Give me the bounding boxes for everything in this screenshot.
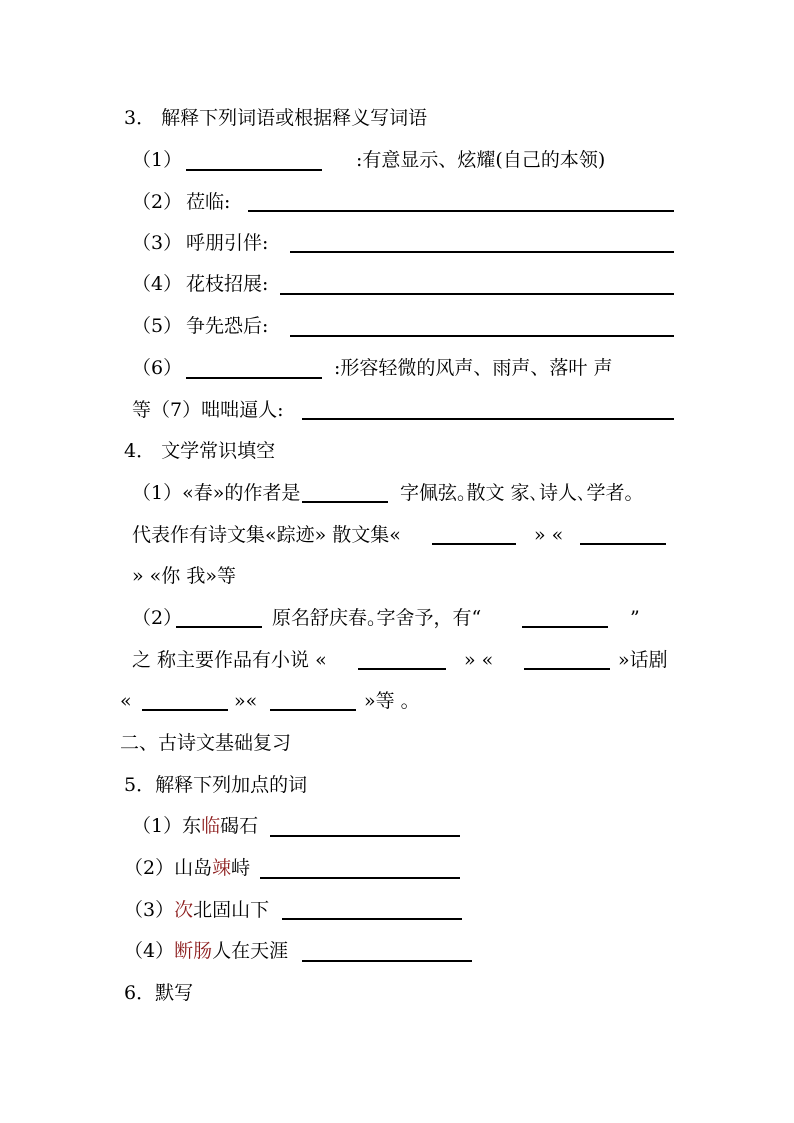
- q4-prose-blank-2[interactable]: [580, 543, 666, 545]
- q5-item2-blank[interactable]: [260, 877, 460, 879]
- q3-item4-word: 花枝招展:: [186, 273, 269, 295]
- q5-item1: [132, 814, 258, 838]
- q5-item3-pre: （3）: [124, 899, 175, 921]
- q4-line6-tail: »等 。: [364, 690, 420, 712]
- q3-item5-blank[interactable]: [290, 335, 674, 337]
- q4-drama-blank-2[interactable]: [270, 709, 356, 711]
- q5-item2: [124, 856, 250, 880]
- q5-item1-pre: （1）东: [132, 815, 202, 837]
- q4-novel-blank-2[interactable]: [524, 668, 610, 670]
- q5-item1-blank[interactable]: [270, 835, 460, 837]
- q3-item7-blank[interactable]: [302, 418, 674, 420]
- q4-line2-mid: » «: [534, 524, 564, 546]
- q4-prose-blank-1[interactable]: [432, 543, 516, 545]
- q3-item3-number: （3）: [132, 232, 183, 254]
- q5-title: 5．解释下列加点的词: [124, 774, 308, 796]
- q5-item2-pre: （2）山岛: [124, 857, 213, 879]
- q3-item6-blank[interactable]: [186, 377, 322, 379]
- q3-item4-blank[interactable]: [280, 293, 674, 295]
- q5-item1-highlight: 临: [201, 815, 221, 837]
- q3-item6-number: （6）: [132, 357, 183, 379]
- q4-line6-open: «: [120, 690, 132, 712]
- q4-line4-close-quote: ”: [630, 607, 640, 629]
- q5-item1-post: 碣石: [220, 815, 259, 837]
- q4-line4-number: （2）: [132, 607, 183, 629]
- q5-item3-blank[interactable]: [282, 918, 462, 920]
- q4-drama-blank-1[interactable]: [142, 709, 228, 711]
- q4-line5-mid: » «: [464, 649, 494, 671]
- q3-item2-blank[interactable]: [248, 210, 674, 212]
- q5-item2-post: 峙: [231, 857, 251, 879]
- q4-line1-text: （1）«春»的作者是: [132, 482, 301, 504]
- q3-item1-definition: :有意显示、炫耀(自己的本领): [356, 149, 606, 171]
- q3-item2-number: （2）: [132, 191, 183, 213]
- q3-title: 3． 解释下列词语或根据释义写词语: [124, 107, 428, 129]
- q4-line1-tail: 字佩弦｡散文 家､诗人､学者｡: [400, 482, 635, 504]
- q3-item5-word: 争先恐后:: [186, 315, 269, 337]
- q4-line5-tail: »话剧: [618, 649, 668, 671]
- q4-title-blank[interactable]: [522, 626, 608, 628]
- q5-item3-highlight: 次: [174, 899, 194, 921]
- q4-line2-text: 代表作有诗文集«踪迹» 散文集«: [132, 524, 401, 546]
- q4-title: 4． 文学常识填空: [124, 440, 276, 462]
- q4-line6-mid: »«: [234, 690, 258, 712]
- q5-item4-blank[interactable]: [302, 960, 472, 962]
- q3-item1-number: （1）: [132, 149, 183, 171]
- q5-item4-post: 人在天涯: [212, 940, 289, 962]
- q5-item4-pre: （4）: [124, 940, 175, 962]
- q4-line3-text: » «你 我»等: [132, 565, 236, 587]
- q5-item2-highlight: 竦: [212, 857, 232, 879]
- q5-item4: [124, 939, 288, 963]
- q4-line5-text: 之 称主要作品有小说 «: [132, 649, 327, 671]
- q3-item2-word: 莅临:: [186, 191, 231, 213]
- q5-item3: [124, 898, 269, 922]
- q3-item3-blank[interactable]: [290, 251, 674, 253]
- q4-novel-blank-1[interactable]: [358, 668, 446, 670]
- q3-item6-definition: :形容轻微的风声、雨声、落叶 声: [334, 357, 613, 379]
- q4-line4-text: 原名舒庆春｡字舍予，有“: [272, 607, 482, 629]
- q6-title: 6．默写: [124, 982, 194, 1004]
- section2-heading: 二、古诗文基础复习: [120, 732, 292, 754]
- q5-item3-post: 北固山下: [193, 899, 270, 921]
- q3-item7-word: 等（7）咄咄逼人:: [132, 399, 284, 421]
- q4-author-blank[interactable]: [302, 501, 388, 503]
- q3-item4-number: （4）: [132, 273, 183, 295]
- q3-item3-word: 呼朋引伴:: [186, 232, 269, 254]
- q3-item1-blank[interactable]: [186, 169, 322, 171]
- q3-item5-number: （5）: [132, 315, 183, 337]
- q5-item4-highlight: 断肠: [174, 940, 213, 962]
- q4-writer-blank[interactable]: [176, 626, 262, 628]
